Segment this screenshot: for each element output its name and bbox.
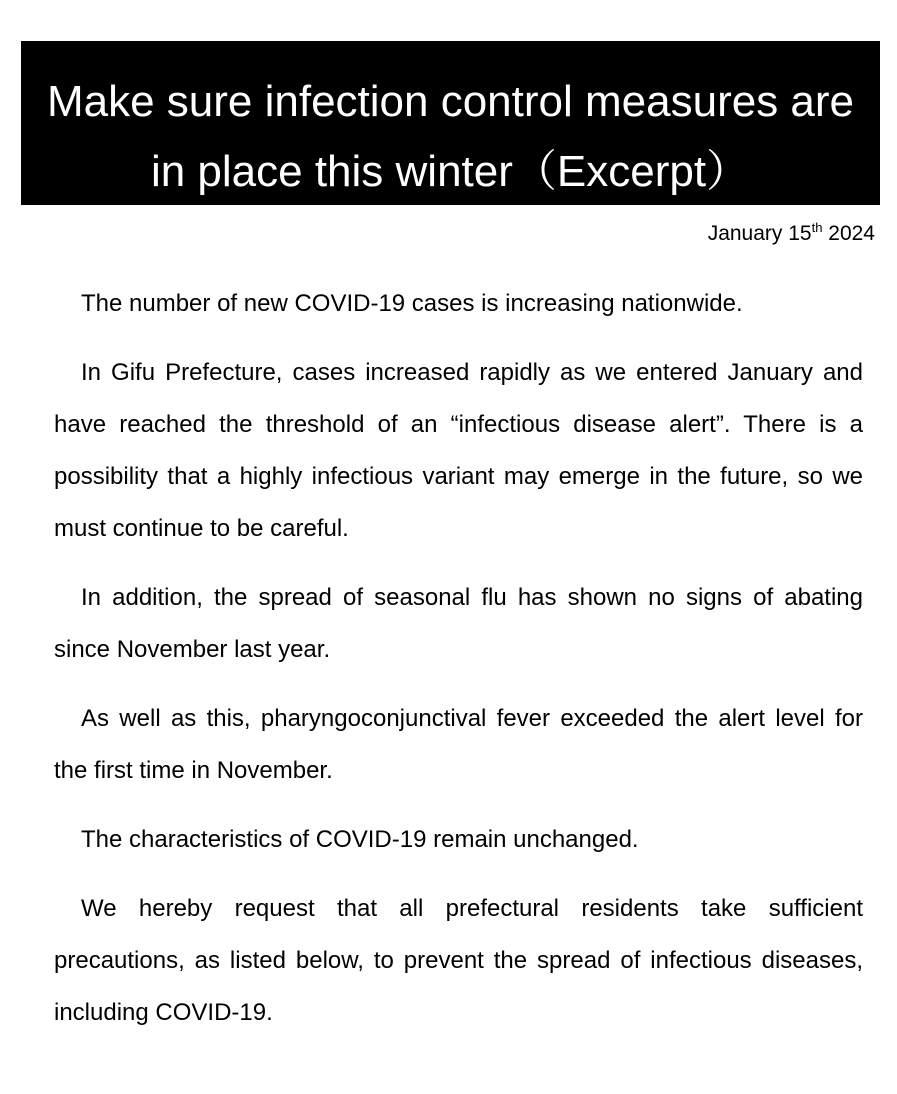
paragraph-covid-characteristics: The characteristics of COVID-19 remain unchanged. xyxy=(81,826,639,853)
paragraph-request-precautions: We hereby request that all prefectural residents take sufficient precautions, as listed below, to prevent the spread of infectious diseases, including COVID-19. xyxy=(54,895,863,1026)
paragraph-seasonal-flu: In addition, the spread of seasonal flu has shown no signs of abating since November last year. xyxy=(54,584,863,663)
article-body xyxy=(54,278,863,1056)
paragraph-covid-increase: The number of new COVID-19 cases is increasing nationwide. xyxy=(81,290,743,317)
date-month-day: January 15 xyxy=(707,222,812,245)
publication-date xyxy=(708,221,875,247)
date-ordinal-suffix: th xyxy=(811,220,823,235)
title-line-2: in place this winter（Excerpt） xyxy=(150,147,751,196)
title-banner xyxy=(21,41,880,205)
paragraph-gifu-alert: In Gifu Prefecture, cases increased rapidly as we entered January and have reached the threshold of an “infectious disease alert”. There is a possibility that a highly infectious variant may emerge in the future, so we must continue to be careful. xyxy=(54,359,863,542)
date-year: 2024 xyxy=(822,222,875,245)
title-line-1: Make sure infection control measures are xyxy=(46,77,855,126)
paragraph-pharyngoconjunctival-fever: As well as this, pharyngoconjunctival fever exceeded the alert level for the first time in November. xyxy=(54,705,863,784)
